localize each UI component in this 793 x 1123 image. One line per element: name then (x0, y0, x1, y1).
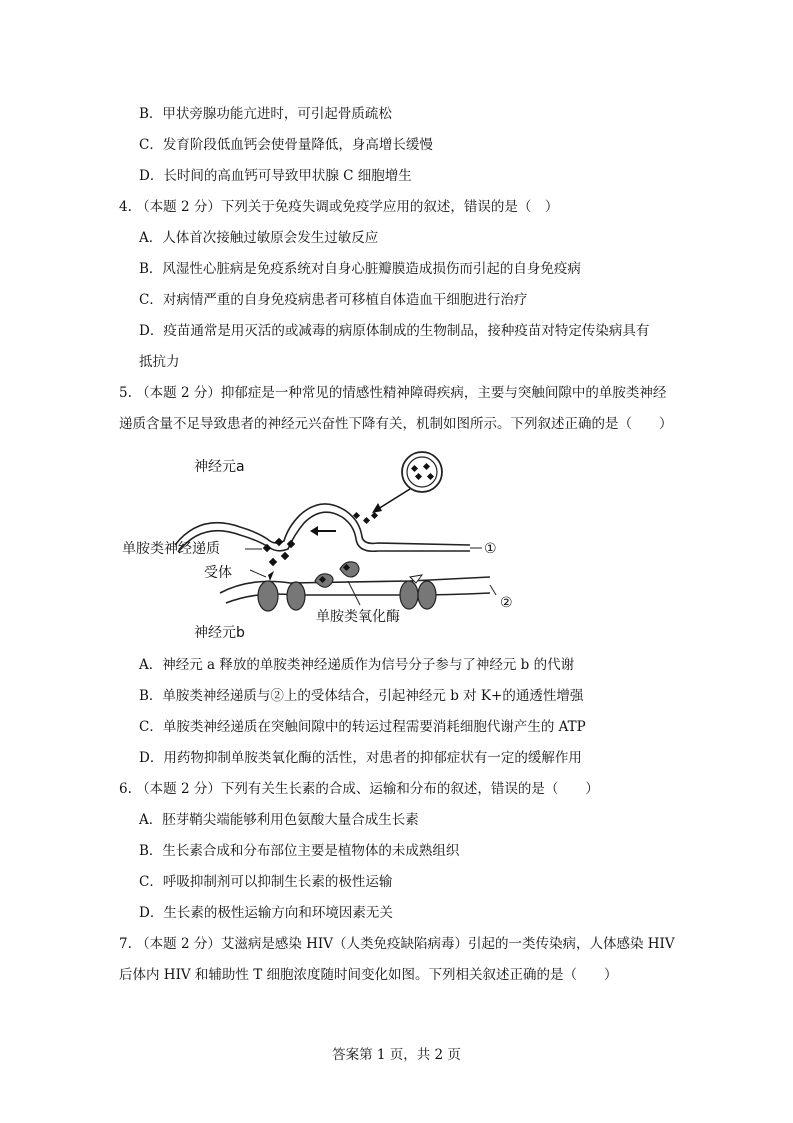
q7-stem-line2: 后体内 HIV 和辅助性 T 细胞浓度随时间变化如图。下列相关叙述正确的是（ ） (119, 967, 618, 983)
synapse-diagram (110, 445, 530, 645)
q3-option-b: B．甲状旁腺功能亢进时，可引起骨质疏松 (139, 106, 392, 122)
q3-option-d: D．长时间的高血钙可导致甲状腺 C 细胞增生 (139, 168, 412, 184)
q7-stem-line1: 7. （本题 2 分）艾滋病是感染 HIV（人类免疫缺陷病毒）引起的一类传染病，人体感染 HIV (119, 936, 675, 952)
q4-option-d: D．疫苗通常是用灭活的或减毒的病原体制成的生物制品，接种疫苗对特定传染病具有 (139, 323, 650, 339)
q6-option-c: C．呼吸抑制剂可以抑制生长素的极性运输 (139, 874, 393, 890)
enzyme-label: 单胺类氧化酶 (316, 609, 400, 625)
q4-option-c: C．对病情严重的自身免疫病患者可移植自体造血干细胞进行治疗 (139, 292, 528, 308)
q5-option-a: A．神经元 a 释放的单胺类神经递质作为信号分子参与了神经元 b 的代谢 (139, 657, 575, 673)
mark-2: ② (500, 595, 513, 611)
neuron-a-label: 神经元a (194, 459, 245, 475)
q5-option-c: C．单胺类神经递质在突触间隙中的转运过程需要消耗细胞代谢产生的 ATP (139, 719, 586, 735)
receptor-protein (258, 581, 278, 611)
q5-stem-line2: 递质含量不足导致患者的神经元兴奋性下降有关，机制如图所示。下列叙述正确的是（ ） (119, 416, 673, 432)
vesicle-circle (402, 452, 442, 492)
q4-option-d-continued: 抵抗力 (139, 354, 180, 370)
q6-option-b: B．生长素合成和分布部位主要是植物体的未成熟组织 (139, 843, 460, 859)
q6-option-a: A．胚芽鞘尖端能够利用色氨酸大量合成生长素 (139, 812, 419, 828)
q5-stem-line1: 5. （本题 2 分）抑郁症是一种常见的情感性精神障碍疾病，主要与突触间隙中的单胺类神经 (119, 385, 667, 401)
q4-option-a: A．人体首次接触过敏原会发生过敏反应 (139, 230, 379, 246)
q3-option-c: C．发育阶段低血钙会使骨量降低，身高增长缓慢 (139, 137, 433, 153)
receptor-label: 受体 (204, 565, 232, 581)
q6-option-d: D．生长素的极性运输方向和环境因素无关 (139, 905, 393, 921)
page-footer: 答案第 1 页，共 2 页 (332, 1047, 461, 1063)
presynaptic-membrane (175, 504, 470, 545)
q5-option-d: D．用药物抑制单胺类氧化酶的活性，对患者的抑郁症状有一定的缓解作用 (139, 750, 582, 766)
transmitter-label: 单胺类神经递质 (122, 541, 220, 557)
q4-stem: 4. （本题 2 分）下列关于免疫失调或免疫学应用的叙述，错误的是（ ） (119, 199, 559, 215)
neuron-b-label: 神经元b (194, 625, 245, 641)
q6-stem: 6. （本题 2 分）下列有关生长素的合成、运输和分布的叙述，错误的是（ ） (119, 781, 599, 797)
q5-option-b: B．单胺类神经递质与②上的受体结合，引起神经元 b 对 K+的通透性增强 (139, 688, 584, 704)
q4-option-b: B．风湿性心脏病是免疫系统对自身心脏瓣膜造成损伤而引起的自身免疫病 (139, 261, 581, 277)
mark-1: ① (484, 541, 497, 557)
